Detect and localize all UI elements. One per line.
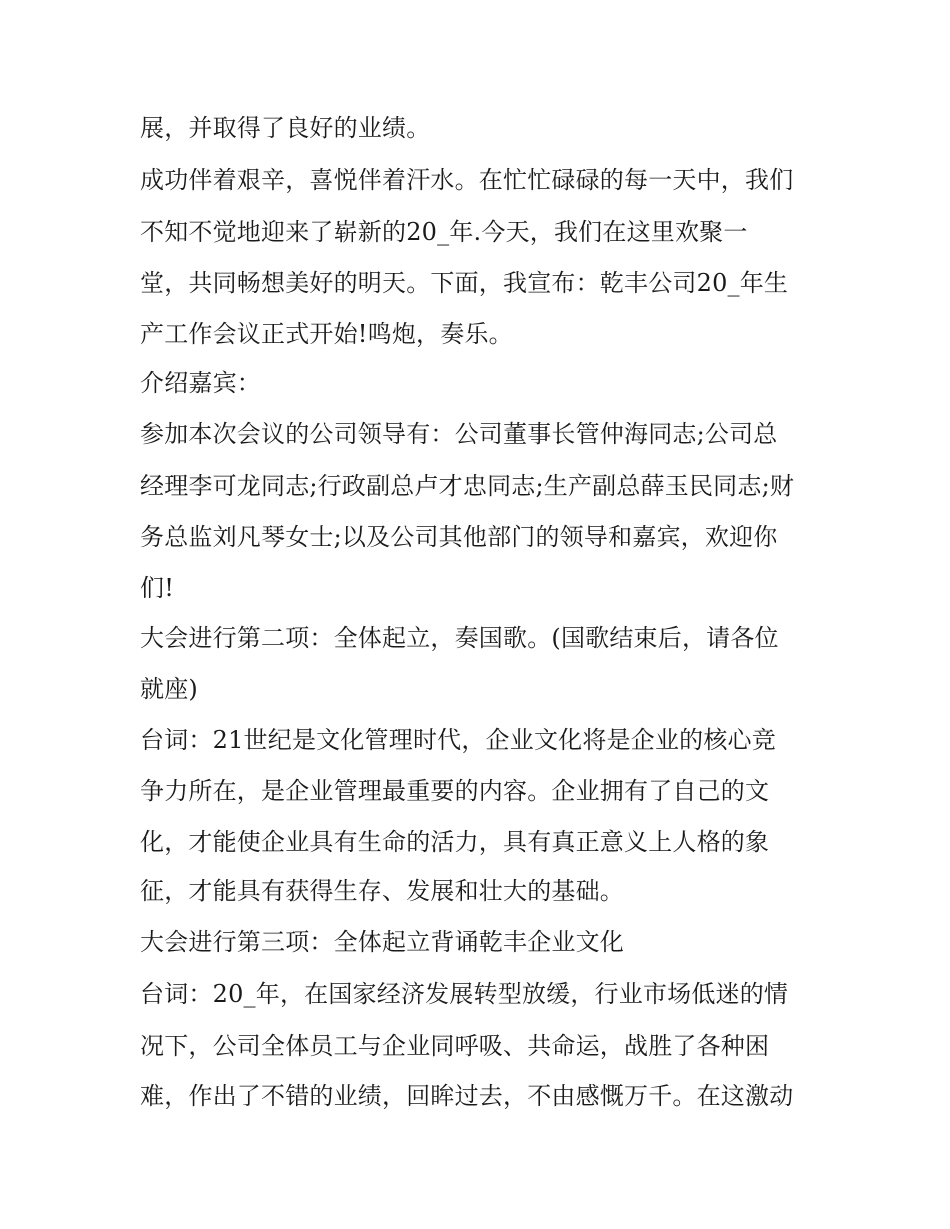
text-line: 介绍嘉宾： (140, 369, 261, 397)
text-line: 征，才能具有获得生存、发展和壮大的基础。 (140, 877, 624, 905)
text-line: 大会进行第二项：全体起立，奏国歌。(国歌结束后，请各位 (140, 624, 779, 652)
text-line: 大会进行第三项：全体起立背诵乾丰企业文化 (140, 928, 624, 956)
text-line: 们! (140, 574, 175, 602)
text-line: 台词：21世纪是文化管理时代，企业文化将是企业的核心竞 (140, 726, 776, 754)
text-line: 况下，公司全体员工与企业同呼吸、共命运，战胜了各种困 (140, 1032, 770, 1060)
text-line: 难，作出了不错的业绩，回眸过去，不由感慨万千。在这激动 (140, 1082, 794, 1110)
text-line: 展，并取得了良好的业绩。 (140, 114, 431, 142)
text-line: 成功伴着艰辛，喜悦伴着汗水。在忙忙碌碌的每一天中，我们 (140, 166, 794, 194)
text-line: 经理李可龙同志;行政副总卢才忠同志;生产副总薛玉民同志;财 (140, 472, 795, 500)
text-line: 化，才能使企业具有生命的活力，具有真正意义上人格的象 (140, 828, 770, 856)
text-line: 不知不觉地迎来了崭新的20_年.今天，我们在这里欢聚一 (140, 218, 748, 246)
text-line: 参加本次会议的公司领导有：公司董事长管仲海同志;公司总 (140, 420, 778, 448)
text-line: 堂，共同畅想美好的明天。下面，我宣布：乾丰公司20_年生 (140, 269, 789, 297)
text-line: 务总监刘凡琴女士;以及公司其他部门的领导和嘉宾，欢迎你 (140, 523, 778, 551)
text-line: 台词：20_年，在国家经济发展转型放缓，行业市场低迷的情 (140, 980, 789, 1008)
text-line: 就座) (140, 675, 198, 703)
text-line: 争力所在，是企业管理最重要的内容。企业拥有了自己的文 (140, 777, 770, 805)
text-line: 产工作会议正式开始!鸣炮，奏乐。 (140, 320, 513, 348)
